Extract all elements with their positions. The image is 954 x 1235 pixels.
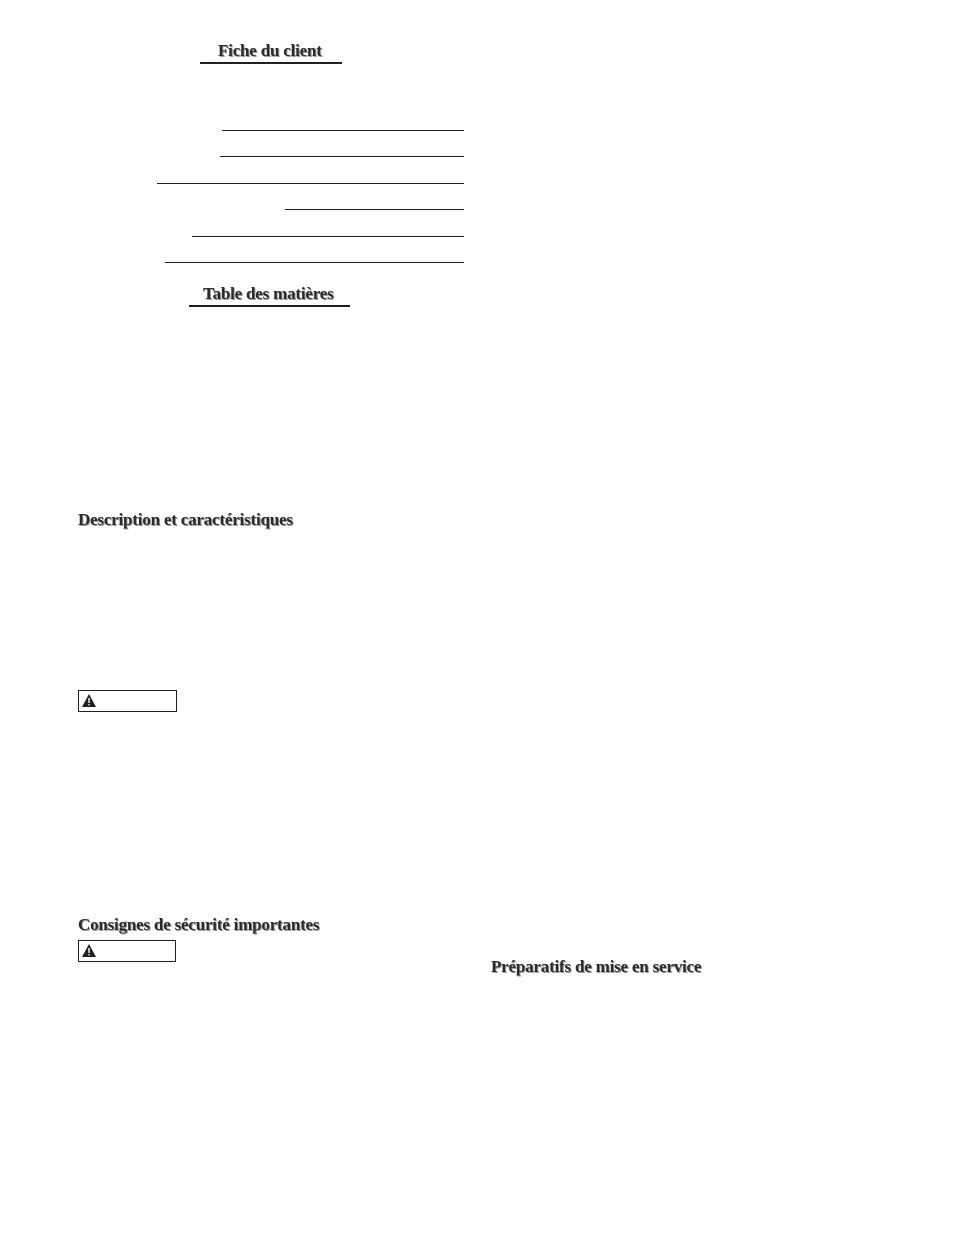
customer-field-line-3[interactable] bbox=[157, 183, 464, 184]
warning-box bbox=[78, 940, 176, 962]
customer-field-line-5[interactable] bbox=[192, 236, 464, 237]
warning-triangle-icon bbox=[82, 944, 96, 957]
preparation-heading: Préparatifs de mise en service bbox=[491, 957, 702, 976]
customer-field-line-1[interactable] bbox=[222, 130, 464, 131]
customer-record-title: Fiche du client bbox=[218, 41, 322, 60]
customer-field-line-6[interactable] bbox=[165, 262, 464, 263]
description-heading: Description et caractéristiques bbox=[78, 510, 293, 529]
customer-record-title-underline bbox=[200, 62, 342, 64]
toc-title-underline bbox=[189, 305, 350, 307]
customer-field-line-2[interactable] bbox=[220, 156, 464, 157]
safety-heading: Consignes de sécurité importantes bbox=[78, 915, 320, 934]
toc-title: Table des matières bbox=[203, 284, 334, 303]
warning-triangle-icon bbox=[82, 694, 96, 707]
warning-box bbox=[78, 690, 177, 712]
customer-field-line-4[interactable] bbox=[285, 209, 464, 210]
